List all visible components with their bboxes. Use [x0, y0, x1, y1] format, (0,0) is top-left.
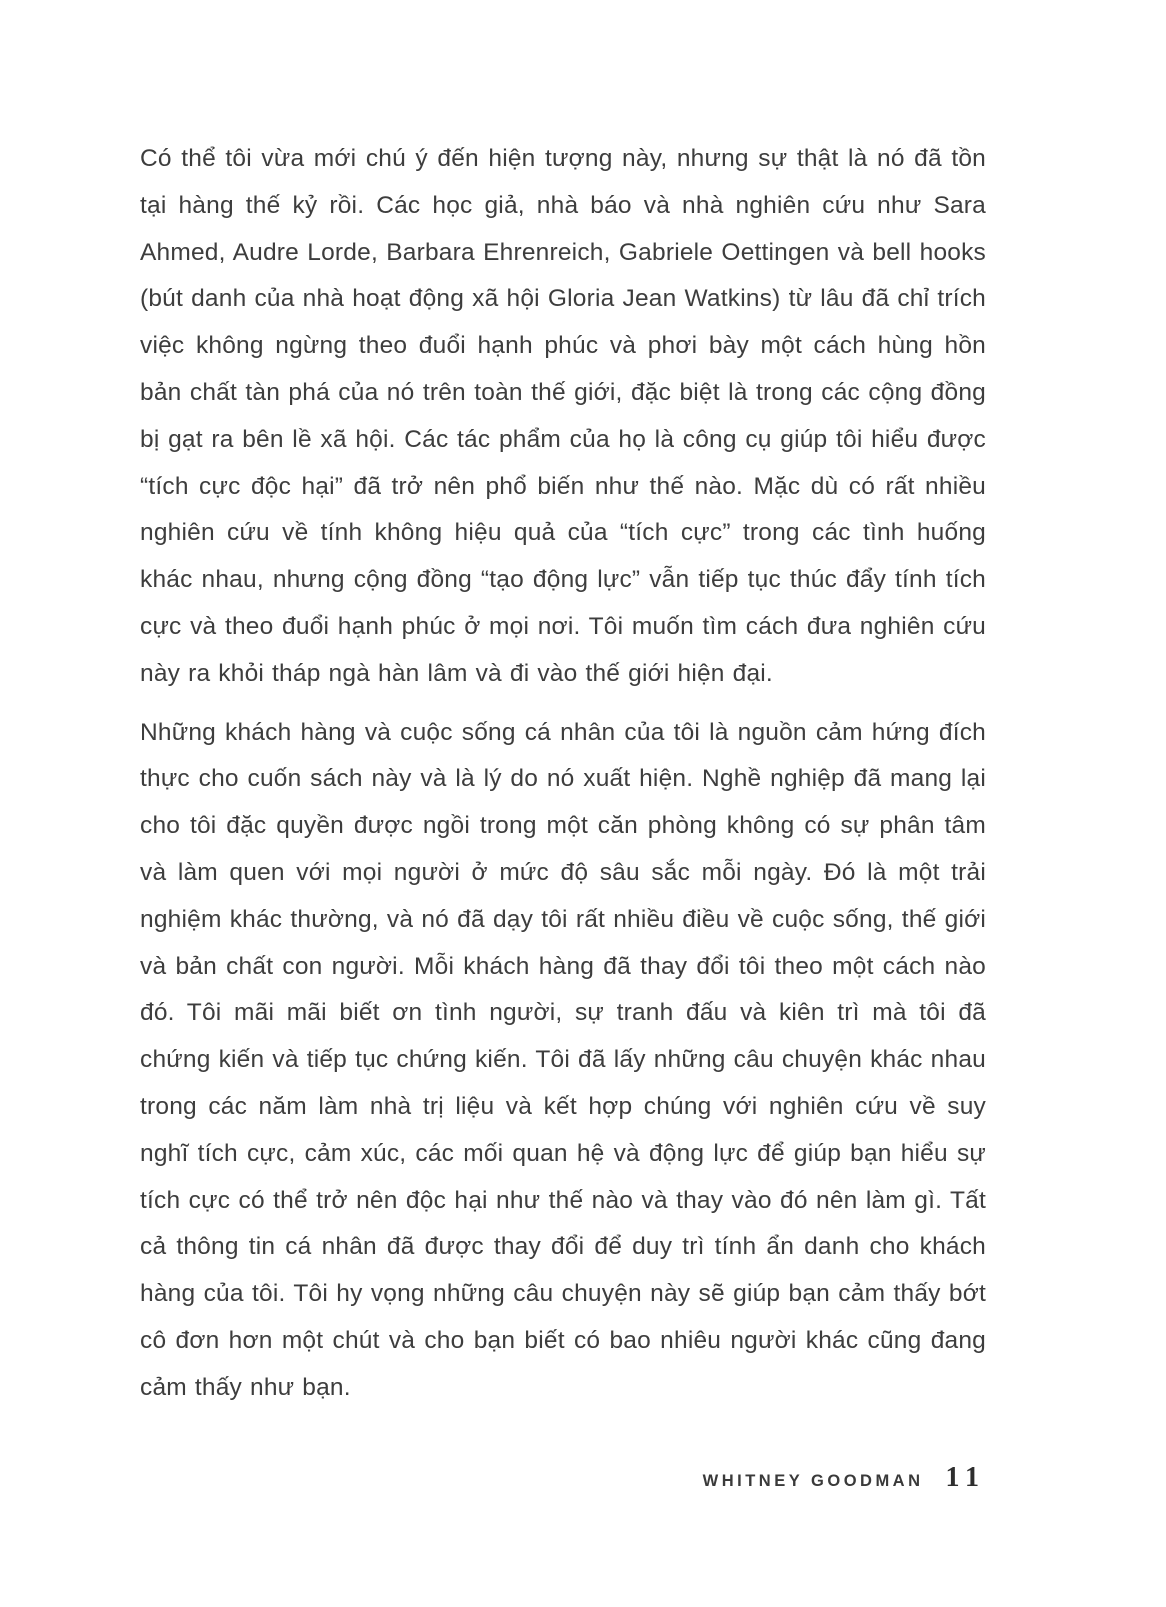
running-footer-author: WHITNEY GOODMAN — [702, 1472, 924, 1490]
page-number: 11 — [945, 1462, 986, 1493]
page-footer — [703, 1462, 986, 1494]
page-body-text — [140, 136, 986, 1412]
paragraph-1: Có thể tôi vừa mới chú ý đến hiện tượng này, nhưng sự thật là nó đã tồn tại hàng thế kỷ rồi. Các học giả, nhà báo và nhà nghiên cứu như Sara Ahmed, Audre Lorde, Barbara Ehrenreich, Gabriele Oettingen và bell hooks (bút danh của nhà hoạt động xã hội Gloria Jean Watkins) từ lâu đã chỉ trích việc không ngừng theo đuổi hạnh phúc và phơi bày một cách hùng hồn bản chất tàn phá của nó trên toàn thế giới, đặc biệt là trong các cộng đồng bị gạt ra bên lề xã hội. Các tác phẩm của họ là công cụ giúp tôi hiểu được “tích cực độc hại” đã trở nên phổ biến như thế nào. Mặc dù có rất nhiều nghiên cứu về tính không hiệu quả của “tích cực” trong các tình huống khác nhau, nhưng cộng đồng “tạo động lực” vẫn tiếp tục thúc đẩy tính tích cực và theo đuổi hạnh phúc ở mọi nơi. Tôi muốn tìm cách đưa nghiên cứu này ra khỏi tháp ngà hàn lâm và đi vào thế giới hiện đại. — [140, 145, 986, 687]
paragraph-2: Những khách hàng và cuộc sống cá nhân của tôi là nguồn cảm hứng đích thực cho cuốn sách này và là lý do nó xuất hiện. Nghề nghiệp đã mang lại cho tôi đặc quyền được ngồi trong một căn phòng không có sự phân tâm và làm quen với mọi người ở mức độ sâu sắc mỗi ngày. Đó là một trải nghiệm khác thường, và nó đã dạy tôi rất nhiều điều về cuộc sống, thế giới và bản chất con người. Mỗi khách hàng đã thay đổi tôi theo một cách nào đó. Tôi mãi mãi biết ơn tình người, sự tranh đấu và kiên trì mà tôi đã chứng kiến và tiếp tục chứng kiến. Tôi đã lấy những câu chuyện khác nhau trong các năm làm nhà trị liệu và kết hợp chúng với nghiên cứu về suy nghĩ tích cực, cảm xúc, các mối quan hệ và động lực để giúp bạn hiểu sự tích cực có thể trở nên độc hại như thế nào và thay vào đó nên làm gì. Tất cả thông tin cá nhân đã được thay đổi để duy trì tính ẩn danh cho khách hàng của tôi. Tôi hy vọng những câu chuyện này sẽ giúp bạn cảm thấy bớt cô đơn hơn một chút và cho bạn biết có bao nhiêu người khác cũng đang cảm thấy như bạn. — [140, 718, 986, 1401]
